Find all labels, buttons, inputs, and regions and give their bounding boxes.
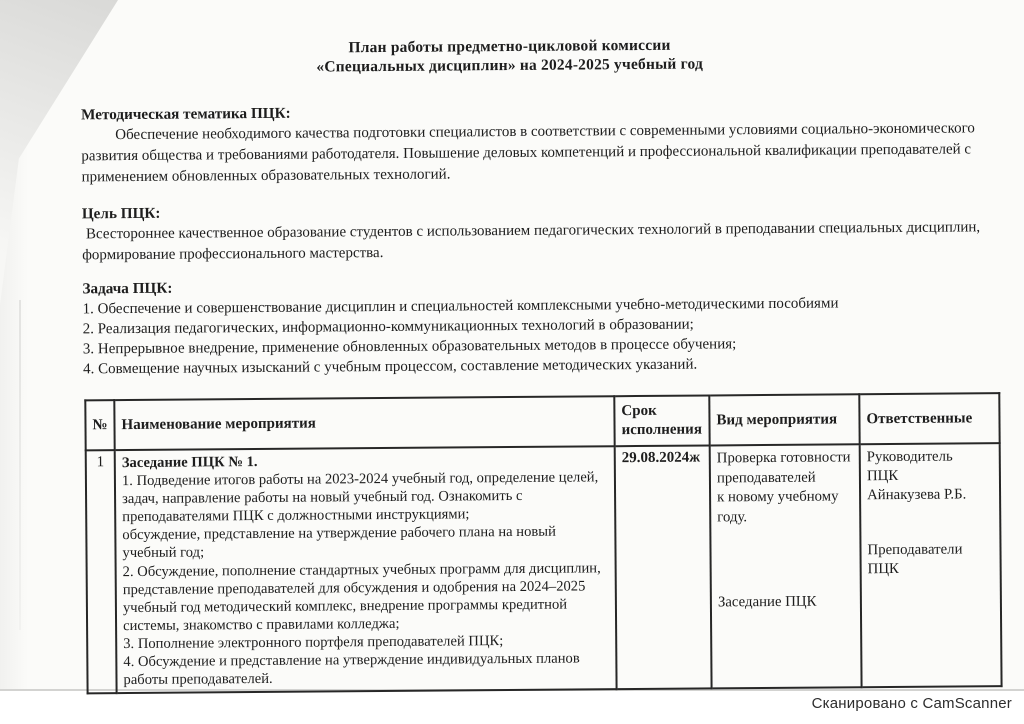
- event-type-line: году.: [717, 508, 748, 525]
- event-type-cell: [710, 444, 862, 688]
- event-type-line: преподавателей: [716, 469, 816, 486]
- deadline-cell: [615, 445, 712, 689]
- section-method-theme: [81, 97, 983, 188]
- activity-item: 4. Обсуждение и представление на утверждение индивидуальных планов работы преподавателей.: [123, 650, 580, 689]
- responsible-block-1: [867, 447, 993, 505]
- section-goal: [82, 196, 983, 266]
- document-title-line-2: «Специальных дисциплин» на 2024-2025 учебный год: [316, 55, 704, 76]
- responsible-line: Преподаватели: [867, 541, 963, 559]
- event-type-line: Проверка готовности: [716, 449, 851, 467]
- responsible-line: Руководитель: [866, 448, 953, 466]
- task-item: 2. Реализация педагогических, информационно-коммуникационных технологий в образовании;: [82, 316, 694, 338]
- event-type-line: к новому учебному: [717, 488, 839, 506]
- method-theme-line: Обеспечение необходимого качества подготовки специалистов в соответствии с современными условиями социально-экономического: [115, 120, 975, 144]
- work-plan-table: [84, 392, 1002, 694]
- activity-name-cell: [115, 446, 617, 693]
- task-item: 1. Обеспечение и совершенствование дисциплин и специальностей комплексными учебно-методическими пособиями: [82, 295, 839, 318]
- event-type-block-2: Заседание ПЦК: [717, 593, 817, 611]
- table-row: [86, 443, 1002, 693]
- task-item: 3. Непрерывное внедрение, применение обновленных образовательных методов в процессе обучения;: [82, 336, 737, 358]
- activity-item: 1. Подведение итогов работы на 2023-2024 учебный год, определение целей, задач, направление работы на новый учебный год. Ознакомить с преподавателями ПЦК с должностными инструкциями;: [121, 469, 599, 526]
- responsible-line: ПЦК: [867, 560, 899, 578]
- activity-item: обсуждение, представление на утверждение рабочего плана на новый учебный год;: [122, 524, 556, 562]
- camscanner-watermark: Сканировано с CamScanner: [811, 695, 1012, 712]
- event-type-block-1: [717, 448, 854, 527]
- column-header-event-type: Вид мероприятия: [709, 394, 859, 445]
- activity-item: 3. Пополнение электронного портфеля преподавателей ПЦК;: [123, 633, 504, 652]
- method-theme-line: развития общества и требованиями работодателя. Повышение деловых компетенций и профессиональной квалификации преподавателей с: [81, 141, 972, 165]
- document-title-line-1: План работы предметно-цикловой комиссии: [348, 36, 671, 57]
- column-header-responsible: Ответственные: [859, 393, 999, 444]
- section-tasks: [82, 271, 984, 379]
- meeting-title: Заседание ПЦК № 1.: [121, 454, 258, 472]
- column-header-deadline: Срок исполнения: [614, 395, 709, 446]
- responsible-line: ПЦК: [866, 467, 899, 485]
- responsible-block-2: [867, 540, 993, 579]
- activity-item: 2. Обсуждение, пополнение стандартных учебных программ для дисциплин, представление преподавателей для обсуждения и одобрения на 2024–2025 учебный год методический комплекс, внедрение программы кредитной системы, знакомство с правилами колледжа;: [122, 559, 601, 634]
- task-item: 4. Совмещение научных изысканий с учебным процессом, составление методических указаний.: [82, 356, 698, 378]
- tasks-heading: Задача ПЦК:: [82, 279, 173, 298]
- responsible-line: Айнакузева Р.Б.: [867, 486, 967, 504]
- goal-line: Всестороннее качественное образование студентов с использованием педагогических технологий в преподавании специальных дисциплин,: [85, 219, 981, 243]
- goal-line: формирование профессионального мастерства.: [82, 245, 384, 264]
- method-theme-heading: Методическая тематика ПЦК:: [80, 104, 291, 124]
- goal-heading: Цель ПЦК:: [81, 204, 161, 223]
- row-number-cell: 1: [86, 450, 117, 693]
- column-header-number: №: [85, 400, 114, 450]
- responsible-cell: [860, 443, 1002, 687]
- column-header-activity-name: Наименование мероприятия: [114, 396, 614, 450]
- document-title: [0, 0, 1022, 79]
- deadline-value: 29.08.2024ж: [621, 449, 701, 467]
- method-theme-line: применением обновленных образовательных технологий.: [81, 166, 451, 186]
- table-header-row: [85, 393, 999, 450]
